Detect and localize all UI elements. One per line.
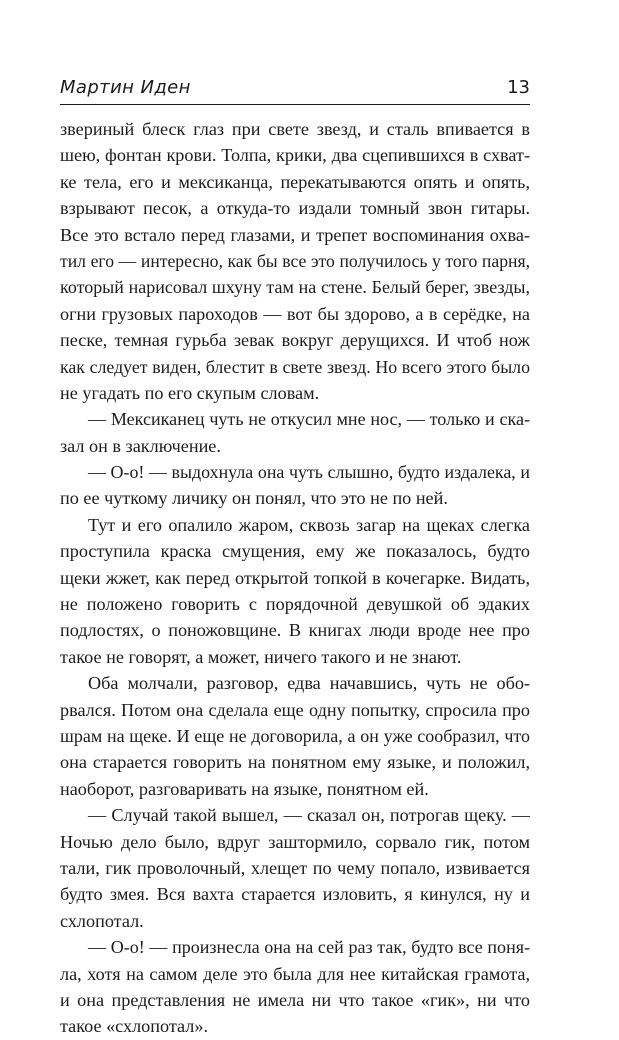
text-line: взрывают песок, а откуда-то издали томный звон гитары. <box>60 198 530 219</box>
text-line: ке тела, его и мексиканца, перекатываются опять и опять, <box>60 171 530 192</box>
text-line: зал он в заключение. <box>60 435 221 456</box>
text-line: такое не говорят, а может, ничего такого и не знают. <box>60 646 462 667</box>
text-line: не положено говорить с порядочной девушкой об эдаких <box>60 594 530 615</box>
text-line: звериный блеск глаз при свете звезд, и сталь впивается в <box>60 119 530 139</box>
running-head <box>60 76 530 104</box>
text-line: — Мексиканец чуть не откусил мне нос, — только и ска- <box>88 409 530 430</box>
text-line: шею, фонтан крови. Толпа, крики, два сцепившихся в схват- <box>60 145 530 166</box>
text-line: огни грузовых пароходов — вот бы здорово, а в серёдке, на <box>60 303 530 324</box>
running-title: Мартин Иден <box>60 77 191 98</box>
text-line: Ночью дело было, вдруг заштормило, сорвало гик, потом <box>60 831 530 852</box>
text-line: наоборот, разговаривать на языке, понятном ей. <box>60 778 429 799</box>
text-line: она старается говорить на понятном ему языке, и положил, <box>60 752 530 773</box>
text-line: — О-о! — произнесла она на сей раз так, будто все поня- <box>88 937 530 958</box>
text-line: который нарисовал шхуну там на стене. Белый берег, звезды, <box>60 277 530 298</box>
text-line: такое «схлопотал». <box>60 1016 208 1037</box>
text-line: Тут и его опалило жаром, сквозь загар на щеках слегка <box>88 514 530 535</box>
text-line: подлостях, о поножовщине. В книгах люди вроде нее про <box>60 620 530 641</box>
text-line: песке, темная гурьба зевак вокруг дерущихся. И чтоб нож <box>60 330 530 351</box>
text-line: будто змея. Вся вахта старается изловить, я кинулся, ну и <box>60 884 530 905</box>
text-line: ла, хотя на самом деле это была для нее китайская грамота, <box>60 963 530 984</box>
text-line: щеки жжет, как перед открытой топкой в кочегарке. Видать, <box>60 567 530 588</box>
text-line: — О-о! — выдохнула она чуть слышно, будто издалека, и <box>88 462 530 483</box>
text-line: и она представления не имела ни что такое «гик», ни что <box>60 989 530 1010</box>
text-line: по ее чуткому личику он понял, что это не по ней. <box>60 488 448 509</box>
text-line: схлопотал. <box>60 910 144 931</box>
text-line: шрам на щеке. И еще не договорила, а он уже сообразил, что <box>60 725 530 746</box>
text-line: тил его — интересно, как бы все это получилось у того парня, <box>60 250 530 271</box>
text-line: проступила краска смущения, ему же показалось, будто <box>60 541 530 562</box>
page-number: 13 <box>507 77 530 98</box>
text-line: рвался. Потом она сделала еще одну попытку, спросила про <box>60 699 530 720</box>
text-line: не угадать по его скупым словам. <box>60 382 320 403</box>
text-line: тали, гик проволочный, хлещет по чему попало, извивается <box>60 857 530 878</box>
header-rule <box>60 104 530 105</box>
text-body <box>60 116 530 1040</box>
text-line: Оба молчали, разговор, едва начавшись, чуть не обо- <box>88 673 530 694</box>
text-line: — Случай такой вышел, — сказал он, потрогав щеку. — <box>88 805 530 826</box>
text-line: Все это встало перед глазами, и трепет воспоминания охва- <box>60 224 530 245</box>
text-line: как следует виден, блестит в свете звезд. Но всего этого было <box>60 356 530 377</box>
